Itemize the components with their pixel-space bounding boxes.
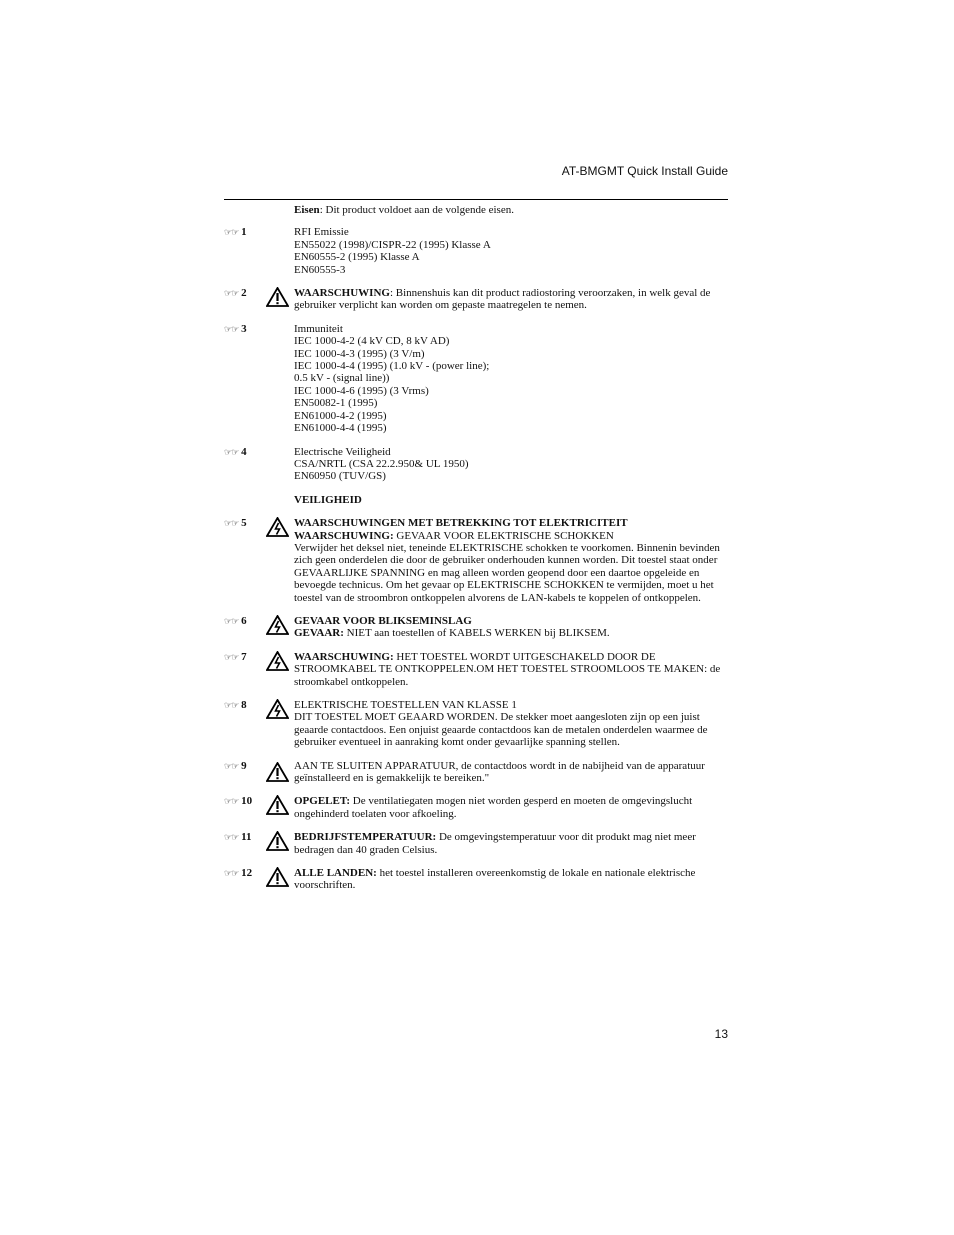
- warning-text: het toestel installeren overeenkomstig de lokale en nationale elektrische voorschriften.: [294, 867, 696, 892]
- requirement-standards: [294, 458, 520, 483]
- warning-label: GEVAAR:: [294, 627, 344, 640]
- requirement-standards: [294, 239, 520, 276]
- requirement-name: Immuniteit: [294, 322, 343, 335]
- warning-text: De ventilatiegaten mogen niet worden gesperd en moeten de omgevingslucht ongehinderd toelaten voor afkoeling.: [294, 795, 693, 820]
- warning-triangle-icon: [266, 762, 289, 782]
- requirement-row: [224, 226, 730, 276]
- pointing-hand-icon: ☞☞: [224, 228, 239, 239]
- warning-body: Verwijder het deksel niet, teneinde ELEKTRISCHE schokken te voorkomen. Binnenin bevinden zich geen onderdelen die door de gebruiker onderhouden kunnen worden. Dit toestel staat onder GEVAARLIJKE SPANNING en mag alleen worden geopend door een daartoe opgeleide en bevoegde technicus. Om het gevaar op ELEKTRISCHE SCHOKKEN te vermijden, moet u het toestel van de stroombron ontkoppelen alvorens de LAN-kabels te koppelen of ontkoppelen.: [294, 541, 720, 604]
- warning-text: : Binnenshuis kan dit product radiostoring veroorzaken, in welk geval de gebruiker verplicht kan worden om gepaste maatregelen te nemen.: [294, 287, 711, 312]
- section-title: VEILIGHEID: [294, 493, 362, 506]
- requirement-row: [224, 323, 730, 435]
- warning-text: HET TOESTEL WORDT UITGESCHAKELD DOOR DE STROOMKABEL TE ONTKOPPELEN.OM HET TOESTEL STROOMLOOS TE MAKEN: de stroomkabel ontkoppelen.: [294, 650, 721, 688]
- document-body: [224, 204, 730, 903]
- warning-label: BEDRIJFSTEMPERATUUR:: [294, 831, 437, 844]
- item-number: 11: [241, 831, 252, 844]
- item-number: 10: [241, 795, 253, 808]
- pointing-hand-icon: ☞☞: [224, 324, 239, 335]
- pointing-hand-icon: ☞☞: [224, 869, 239, 880]
- electric-shock-icon: [266, 651, 289, 671]
- item-number: 6: [241, 614, 247, 627]
- header-rule: [224, 199, 728, 200]
- header-title: AT-BMGMT Quick Install Guide: [561, 164, 728, 178]
- warning-triangle-icon: [266, 287, 289, 307]
- warning-row: [224, 287, 730, 312]
- standard-line: EN61000-4-4 (1995): [294, 422, 387, 435]
- warning-triangle-icon: [266, 867, 289, 887]
- item-number: 9: [241, 759, 247, 772]
- warning-row: [224, 651, 730, 688]
- warning-heading: GEVAAR VOOR BLIKSEMINSLAG: [294, 614, 472, 627]
- standard-line: CSA/NRTL (CSA 22.2.950& UL 1950): [294, 457, 469, 470]
- pointing-hand-icon: ☞☞: [224, 761, 239, 772]
- warning-row: [224, 795, 730, 820]
- standard-line: EN60555-3: [294, 263, 346, 276]
- standard-line: EN60950 (TUV/GS): [294, 470, 386, 483]
- intro-label: Eisen: [294, 204, 320, 216]
- standard-line: IEC 1000-4-3 (1995) (3 V/m): [294, 347, 425, 360]
- standard-line: EN55022 (1998)/CISPR-22 (1995) Klasse A: [294, 238, 491, 251]
- warning-text: NIET aan toestellen of KABELS WERKEN bij BLIKSEM.: [343, 627, 610, 640]
- requirement-name: Electrische Veiligheid: [294, 445, 391, 458]
- pointing-hand-icon: ☞☞: [224, 289, 239, 300]
- pointing-hand-icon: ☞☞: [224, 652, 239, 663]
- item-number: 5: [241, 517, 247, 530]
- pointing-hand-icon: ☞☞: [224, 519, 239, 530]
- section-title-row: [224, 494, 730, 506]
- warning-row: [224, 699, 730, 749]
- warning-row: [224, 517, 730, 604]
- item-number: 4: [241, 445, 247, 458]
- intro-text: : Dit product voldoet aan de volgende eisen.: [319, 204, 514, 216]
- pointing-hand-icon: ☞☞: [224, 616, 239, 627]
- item-number: 1: [241, 226, 247, 239]
- requirement-standards: [294, 335, 520, 434]
- warning-label: WAARSCHUWING: [294, 287, 390, 300]
- standard-line: 0.5 kV - (signal line)): [294, 372, 390, 385]
- warning-row: [224, 831, 730, 856]
- warning-row: [224, 615, 730, 640]
- warning-triangle-icon: [266, 831, 289, 851]
- item-number: 8: [241, 699, 247, 711]
- electric-shock-icon: [266, 517, 289, 537]
- requirement-name: RFI Emissie: [294, 226, 349, 239]
- warning-label: ALLE LANDEN:: [294, 867, 377, 880]
- standard-line: EN61000-4-2 (1995): [294, 409, 387, 422]
- item-number: 3: [241, 322, 247, 335]
- pointing-hand-icon: ☞☞: [224, 797, 239, 808]
- pointing-hand-icon: ☞☞: [224, 833, 239, 844]
- page-number: 13: [714, 1027, 728, 1041]
- warning-row: [224, 760, 730, 785]
- warning-text: De omgevingstemperatuur voor dit produkt mag niet meer bedragen dan 40 graden Celsius.: [294, 831, 696, 856]
- standard-line: IEC 1000-4-6 (1995) (3 Vrms): [294, 384, 429, 397]
- warning-body: DIT TOESTEL MOET GEAARD WORDEN. De stekker moet aangesloten zijn op een juist geaarde contactdoos. Een onjuist geaarde contactdoos kan de metalen onderdelen waarmee de gebruiker eventueel in aanraking komt onder gevaarlijke spanning stellen.: [294, 711, 708, 749]
- standard-line: EN50082-1 (1995): [294, 397, 378, 410]
- pointing-hand-icon: ☞☞: [224, 701, 239, 711]
- warning-text: ELEKTRISCHE TOESTELLEN VAN KLASSE 1: [294, 699, 517, 711]
- warning-triangle-icon: [266, 795, 289, 815]
- warning-label: WAARSCHUWING:: [294, 650, 394, 663]
- warning-text: AAN TE SLUITEN APPARATUUR, de contactdoos wordt in de nabijheid van de apparatuur geïnstalleerd en is gemakkelijk te bereiken.": [294, 759, 705, 785]
- warning-heading: WAARSCHUWINGEN MET BETREKKING TOT ELEKTRICITEIT: [294, 517, 628, 530]
- standard-line: IEC 1000-4-4 (1995) (1.0 kV - (power line);: [294, 360, 490, 373]
- warning-text: GEVAAR VOOR ELEKTRISCHE SCHOKKEN: [393, 529, 614, 542]
- item-number: 12: [241, 867, 253, 880]
- electric-shock-icon: [266, 699, 289, 719]
- standard-line: IEC 1000-4-2 (4 kV CD, 8 kV AD): [294, 335, 450, 348]
- item-number: 7: [241, 650, 247, 663]
- standard-line: EN60555-2 (1995) Klasse A: [294, 251, 420, 264]
- electric-shock-icon: [266, 615, 289, 635]
- intro-row: [224, 204, 730, 216]
- warning-label: OPGELET:: [294, 795, 351, 808]
- pointing-hand-icon: ☞☞: [224, 447, 239, 458]
- warning-label: WAARSCHUWING:: [294, 529, 394, 542]
- warning-row: [224, 867, 730, 892]
- requirement-row: [224, 446, 730, 483]
- item-number: 2: [241, 287, 247, 300]
